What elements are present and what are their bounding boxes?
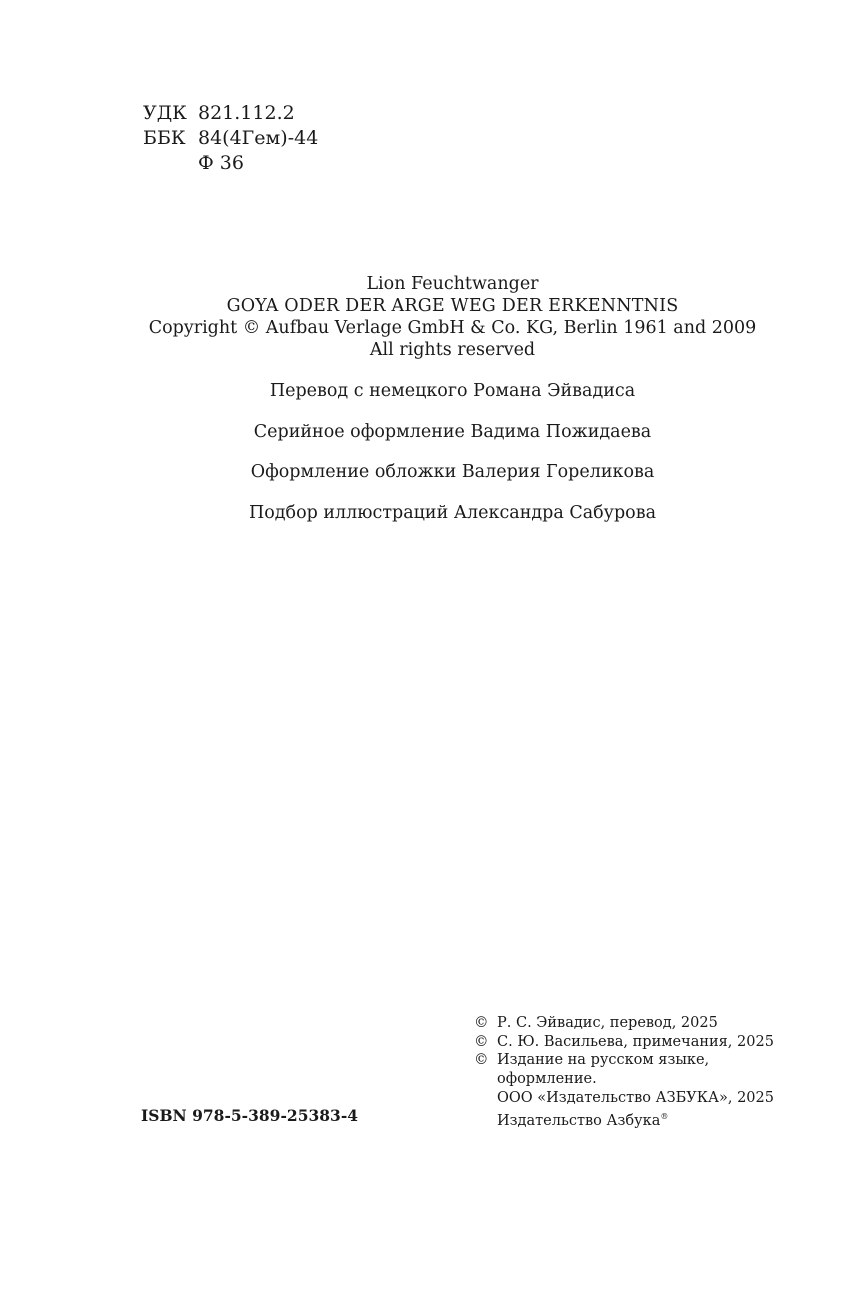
registered-mark: ® <box>660 1111 669 1121</box>
classification-key <box>143 151 198 176</box>
copyright-text: Р. С. Эйвадис, перевод, 2025 <box>497 1015 718 1031</box>
author-sign-row <box>143 151 318 176</box>
copyright-line <box>474 1051 774 1070</box>
isbn: ISBN 978-5-389-25383-4 <box>141 1106 359 1125</box>
publisher-name: Издательство Азбука <box>497 1112 661 1129</box>
copyright-continuation: оформление. <box>497 1071 597 1088</box>
copyright-symbol: © <box>474 1015 489 1031</box>
copyright-block <box>474 1014 774 1130</box>
classification-key: УДК <box>143 102 187 124</box>
bbk-row <box>143 126 318 151</box>
copyright-symbol: © <box>474 1052 489 1069</box>
credit-series-design: Серийное оформление Вадима Пожидаева <box>253 421 652 442</box>
copyright-continuation: ООО «Издательство АЗБУКА», 2025 <box>497 1089 774 1106</box>
original-title: GOYA ODER DER ARGE WEG DER ERKENNTNIS <box>226 296 679 316</box>
classification-value: 821.112.2 <box>198 102 295 124</box>
copyright-line <box>474 1033 774 1052</box>
copyright-text: С. Ю. Васильева, примечания, 2025 <box>497 1033 774 1050</box>
credit-translation: Перевод с немецкого Романа Эйвадиса <box>269 381 636 401</box>
publisher-imprint <box>474 1108 774 1131</box>
classification-block <box>143 101 318 176</box>
credit-illustrations: Подбор иллюстраций Александра Сабурова <box>248 502 657 523</box>
classification-key: ББК <box>143 127 186 149</box>
udk-row <box>143 101 318 126</box>
copyright-symbol: © <box>474 1033 489 1050</box>
classification-value: Ф 36 <box>198 152 244 174</box>
copyright-line <box>474 1014 774 1033</box>
original-author: Lion Feuchtwanger <box>366 274 539 294</box>
rights-notice: All rights reserved <box>369 340 536 360</box>
original-edition-block <box>0 273 857 361</box>
classification-value: 84(4Гем)-44 <box>198 127 319 149</box>
original-copyright: Copyright © Aufbau Verlage GmbH & Co. KG, Berlin 1961 and 2009 <box>148 318 757 338</box>
credit-cover-design: Оформление обложки Валерия Гореликова <box>250 462 655 482</box>
copyright-text: Издание на русском языке, <box>497 1052 710 1069</box>
credits-block <box>0 380 857 542</box>
